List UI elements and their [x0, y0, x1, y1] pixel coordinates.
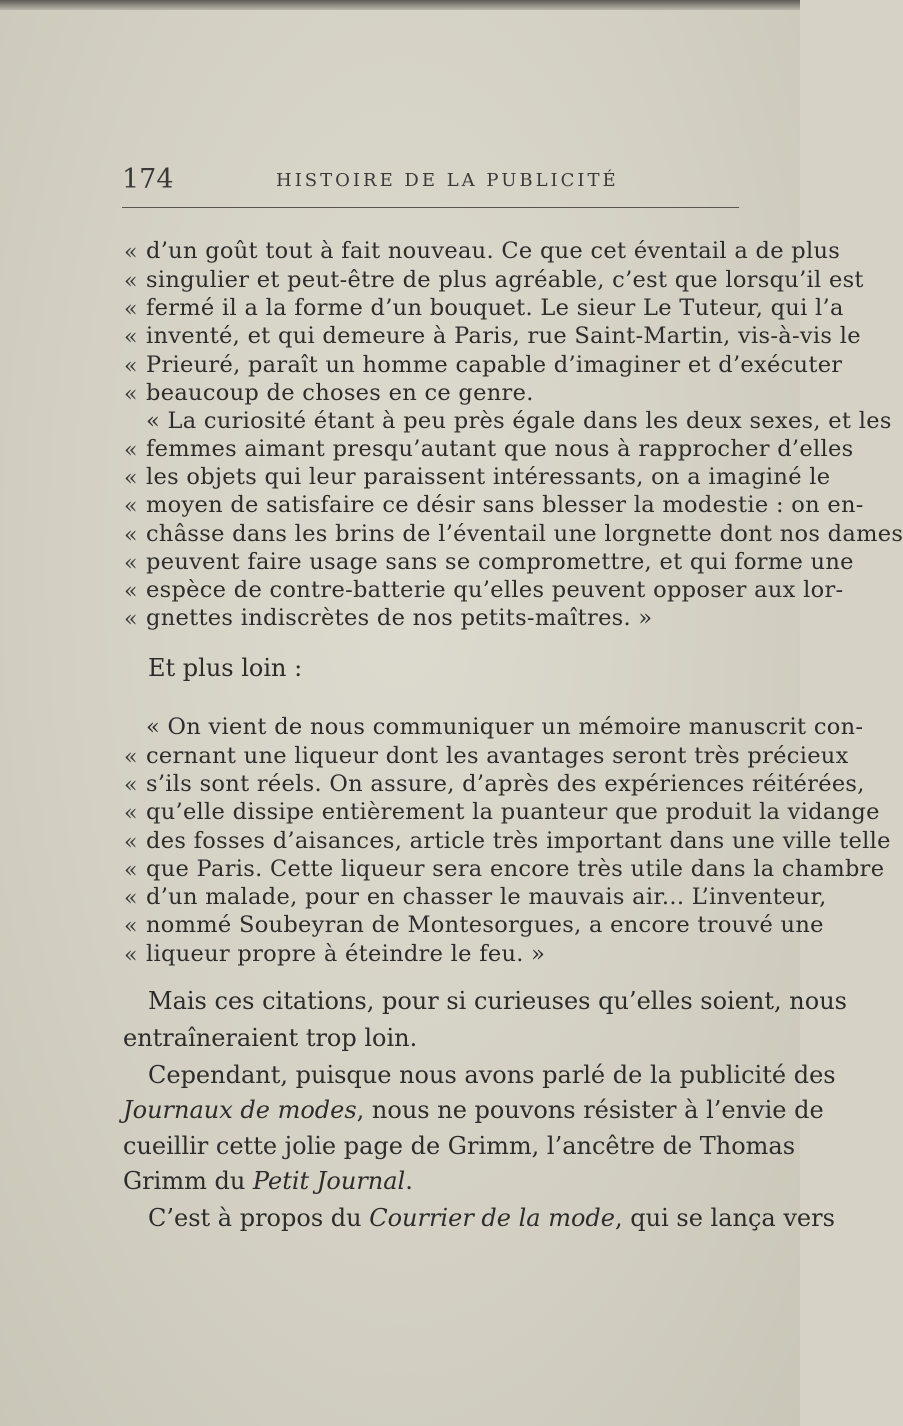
guillemet-mark: «: [124, 745, 138, 770]
guillemet-mark: «: [124, 579, 138, 604]
page-number: 174: [122, 164, 174, 195]
quote-line: Prieuré, paraît un homme capable d’imaginer et d’exécuter: [146, 352, 843, 378]
page-top-edge: [0, 0, 800, 10]
body-line: cueillir cette jolie page de Grimm, l’ancêtre de Thomas: [123, 1132, 796, 1160]
italic-title: Journaux de modes: [123, 1096, 357, 1124]
quote-line: s’ils sont réels. On assure, d’après des expériences réitérées,: [146, 771, 865, 797]
quote-line: châsse dans les brins de l’éventail une lorgnette dont nos dames: [146, 521, 903, 547]
italic-title: Petit Journal: [252, 1167, 406, 1195]
guillemet-mark: «: [124, 551, 138, 576]
quote-line: des fosses d’aisances, article très important dans une ville telle: [146, 828, 891, 854]
quote-line: d’un malade, pour en chasser le mauvais air... L’inventeur,: [146, 884, 827, 910]
quote-line: « On vient de nous communiquer un mémoire manuscrit con-: [146, 714, 864, 740]
guillemet-mark: «: [124, 801, 138, 826]
guillemet-mark: «: [124, 494, 138, 519]
guillemet-mark: «: [124, 943, 138, 968]
running-title: HISTOIRE DE LA PUBLICITÉ: [276, 170, 619, 191]
quote-line: qu’elle dissipe entièrement la puanteur que produit la vidange: [146, 799, 880, 825]
body-line: entraîneraient trop loin.: [123, 1024, 418, 1052]
quote-line: singulier et peut-être de plus agréable, c’est que lorsqu’il est: [146, 267, 864, 293]
page-header: [122, 164, 742, 196]
guillemet-mark: «: [124, 297, 138, 322]
guillemet-mark: «: [124, 858, 138, 883]
body-line: Cependant, puisque nous avons parlé de la publicité des: [148, 1061, 836, 1089]
quote-line: d’un goût tout à fait nouveau. Ce que cet éventail a de plus: [146, 238, 841, 264]
guillemet-mark: «: [124, 830, 138, 855]
guillemet-mark: «: [124, 438, 138, 463]
quote-line: beaucoup de choses en ce genre.: [146, 380, 534, 406]
quote-line: peuvent faire usage sans se compromettre, et qui forme une: [146, 549, 854, 575]
guillemet-mark: «: [124, 466, 138, 491]
quote-line: nommé Soubeyran de Montesorgues, a encore trouvé une: [146, 912, 824, 938]
body-line: Mais ces citations, pour si curieuses qu’elles soient, nous: [148, 987, 847, 1015]
quote-line: espèce de contre-batterie qu’elles peuvent opposer aux lor-: [146, 577, 844, 603]
italic-title: Courrier de la mode: [369, 1204, 615, 1232]
quote-line: les objets qui leur paraissent intéressants, on a imaginé le: [146, 464, 831, 490]
quote-line: cernant une liqueur dont les avantages seront très précieux: [146, 743, 849, 769]
guillemet-mark: «: [124, 886, 138, 911]
guillemet-mark: «: [124, 914, 138, 939]
quote-line: femmes aimant presqu’autant que nous à rapprocher d’elles: [146, 436, 854, 462]
body-line: Grimm du Petit Journal.: [123, 1167, 413, 1195]
body-line: C’est à propos du Courrier de la mode, qui se lança vers: [148, 1204, 835, 1232]
guillemet-mark: «: [124, 240, 138, 265]
intro-line: Et plus loin :: [148, 654, 303, 682]
guillemet-mark: «: [124, 523, 138, 548]
guillemet-mark: «: [124, 773, 138, 798]
quote-line: liqueur propre à éteindre le feu. »: [146, 941, 546, 967]
quote-line: moyen de satisfaire ce désir sans blesser la modestie : on en-: [146, 492, 864, 518]
guillemet-mark: «: [124, 382, 138, 407]
header-rule: [122, 207, 739, 208]
quote-line: inventé, et qui demeure à Paris, rue Saint-Martin, vis-à-vis le: [146, 323, 861, 349]
guillemet-mark: «: [124, 325, 138, 350]
guillemet-mark: «: [124, 269, 138, 294]
quote-line: gnettes indiscrètes de nos petits-maîtres. »: [146, 605, 653, 631]
quote-line: « La curiosité étant à peu près égale dans les deux sexes, et les: [146, 408, 892, 434]
quote-line: fermé il a la forme d’un bouquet. Le sieur Le Tuteur, qui l’a: [146, 295, 844, 321]
guillemet-mark: «: [124, 354, 138, 379]
quote-line: que Paris. Cette liqueur sera encore très utile dans la chambre: [146, 856, 885, 882]
guillemet-mark: «: [124, 607, 138, 632]
body-line: Journaux de modes, nous ne pouvons résister à l’envie de: [123, 1096, 824, 1124]
